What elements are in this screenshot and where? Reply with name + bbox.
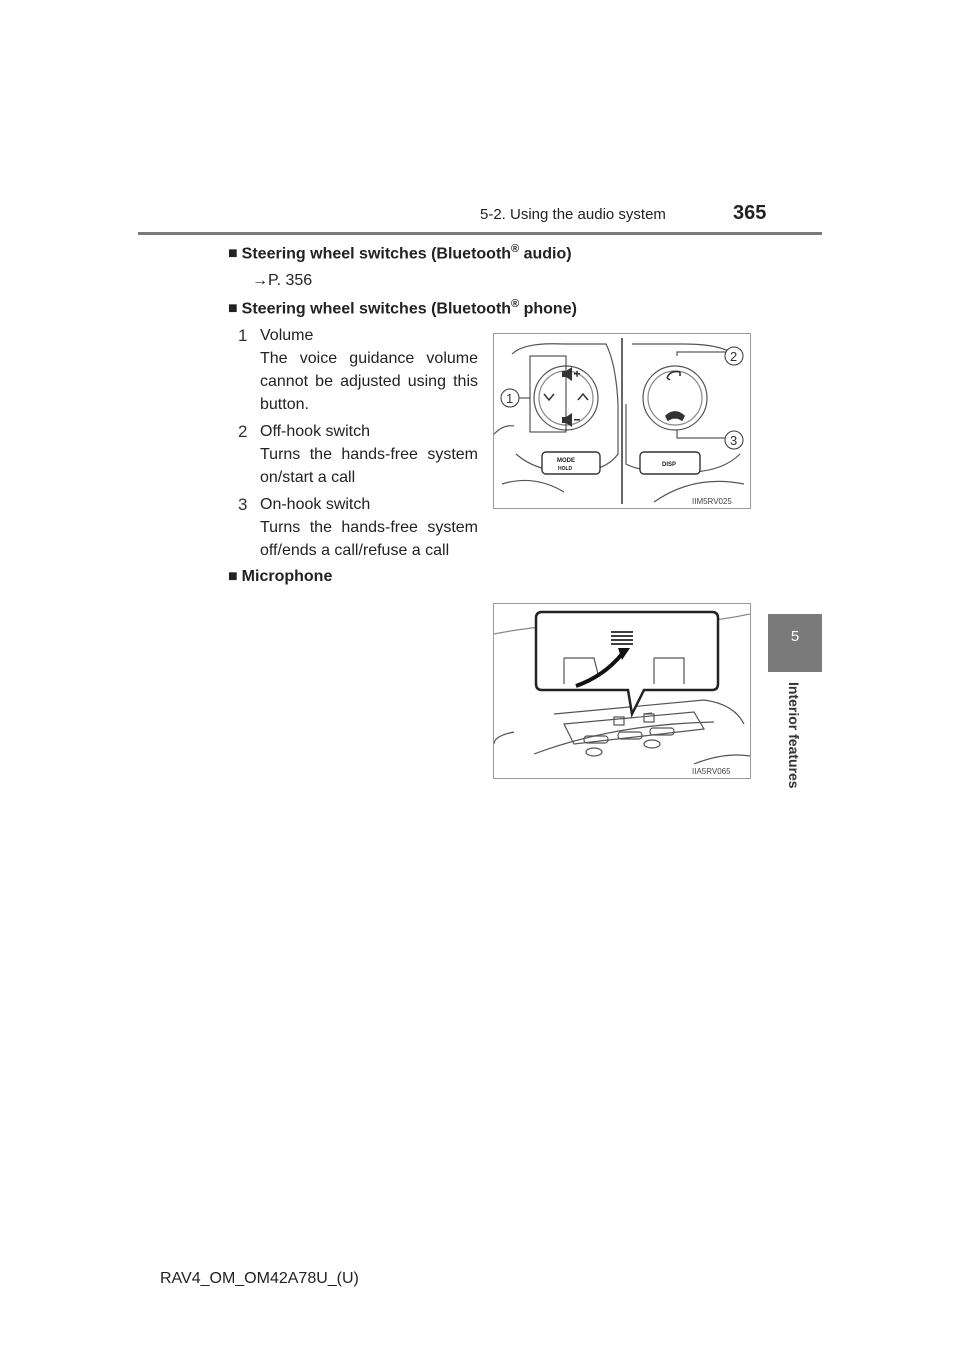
seek-down-icon [544, 394, 554, 400]
callout-2: 2 [730, 349, 738, 364]
page-reference-link[interactable]: →P. 356 [252, 272, 313, 289]
hold-label: HOLD [558, 466, 573, 472]
heading-bluetooth-audio: ■ Steering wheel switches (Bluetooth® audio) [228, 243, 572, 263]
item-number-3: 3 [238, 495, 248, 514]
figure-code: IIM5RV025 [692, 497, 732, 506]
mode-label: MODE [557, 458, 575, 464]
chapter-number: 5 [790, 628, 800, 645]
item-title-volume: Volume [260, 327, 314, 344]
microphone-figure [493, 603, 751, 779]
volume-up-icon [562, 367, 580, 381]
page-number: 365 [733, 202, 767, 224]
section-header: 5-2. Using the audio system [480, 206, 666, 223]
on-hook-icon [666, 412, 684, 420]
figure-code: IIA5RV065 [692, 767, 731, 776]
item-desc-off-hook: Turns the hands-free system on/start a call [260, 446, 478, 486]
chapter-title: Interior features [786, 682, 802, 789]
item-desc-volume: The voice guidance volume cannot be adjusted using this button. [260, 350, 478, 413]
magnified-callout [536, 612, 718, 714]
seek-up-icon [578, 394, 588, 400]
item-title-on-hook: On-hook switch [260, 496, 371, 513]
callout-3: 3 [730, 433, 738, 448]
item-title-off-hook: Off-hook switch [260, 423, 370, 440]
steering-switch-illustration [494, 334, 750, 508]
header-rule [138, 232, 822, 235]
item-number-1: 1 [238, 326, 248, 345]
heading-bluetooth-phone: ■ Steering wheel switches (Bluetooth® phone) [228, 298, 577, 318]
callout-1: 1 [506, 391, 514, 406]
item-desc-on-hook: Turns the hands-free system off/ends a call/refuse a call [260, 519, 478, 559]
item-number-2: 2 [238, 422, 248, 441]
disp-label: DISP [662, 462, 677, 468]
heading-microphone: ■ Microphone [228, 568, 333, 585]
steering-switch-figure [493, 333, 751, 509]
off-hook-icon [667, 372, 680, 380]
document-id: RAV4_OM_OM42A78U_(U) [160, 1270, 359, 1287]
microphone-illustration [494, 604, 750, 778]
